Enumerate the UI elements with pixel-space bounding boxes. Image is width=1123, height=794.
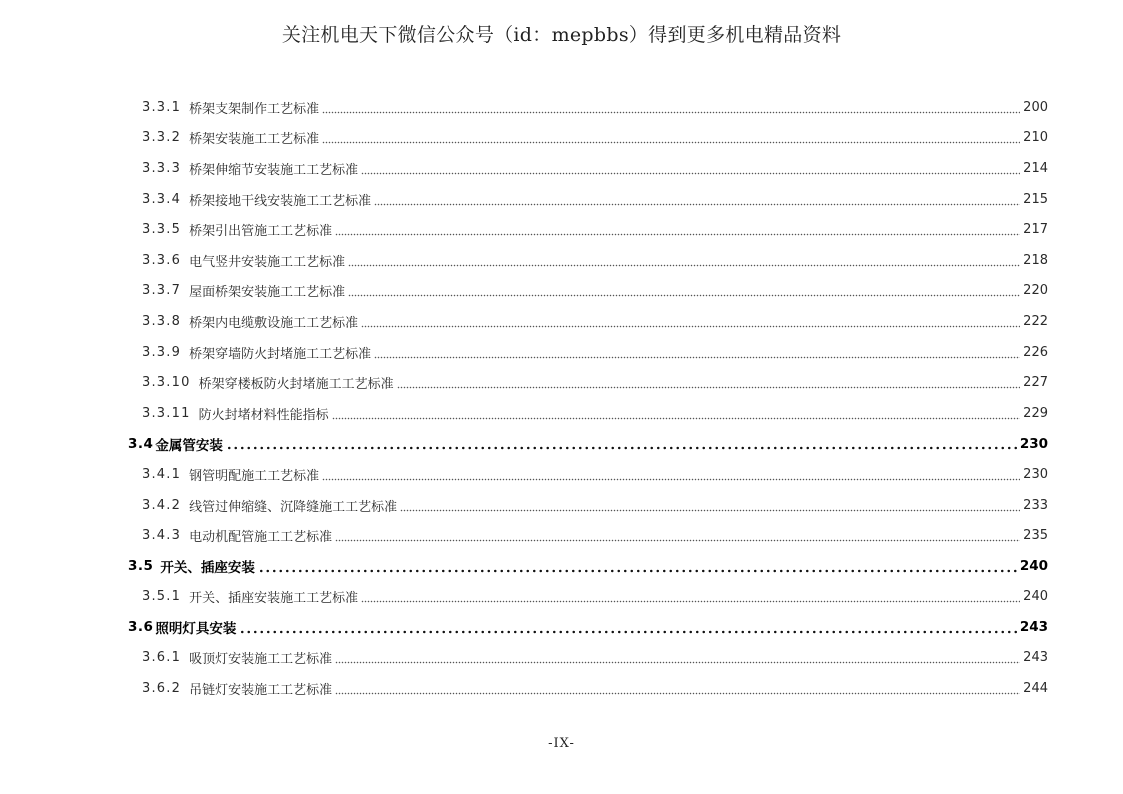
toc-entry-title: 桥架安装施工工艺标准: [189, 132, 320, 148]
dot-leader: [322, 132, 1020, 145]
dot-leader: [361, 591, 1020, 604]
toc-entry[interactable]: [128, 306, 1048, 337]
toc-entry-title: 电动机配管施工工艺标准: [189, 530, 333, 546]
toc-entry-number: 3.6.2: [142, 681, 182, 697]
page-number: -IX-: [548, 736, 575, 751]
toc-section-title: 金属管安装: [155, 437, 223, 454]
toc-section-number: 3.5: [128, 558, 154, 575]
dot-leader: [400, 500, 1020, 513]
toc-entry-number: 3.3.5: [142, 222, 182, 238]
toc-entry[interactable]: [128, 153, 1048, 184]
dot-leader: [348, 285, 1020, 298]
toc-section-number: 3.4: [128, 435, 154, 452]
toc-entry-page: 200: [1023, 99, 1048, 115]
dot-leader: [258, 561, 1017, 574]
toc-entry-page: 229: [1023, 405, 1048, 421]
toc-entry-page: 227: [1023, 375, 1048, 391]
toc-entry-title: 桥架穿楼板防火封堵施工工艺标准: [198, 377, 394, 393]
toc-entry-title: 桥架内电缆敷设施工工艺标准: [189, 315, 359, 331]
page-header: 关注机电天下微信公众号（id：mepbbs）得到更多机电精品资料: [281, 24, 842, 46]
toc-entry-number: 3.3.3: [142, 160, 182, 176]
toc-entry-title: 桥架支架制作工艺标准: [189, 101, 320, 117]
toc-entry-title: 线管过伸缩缝、沉降缝施工工艺标准: [189, 499, 398, 515]
toc-section[interactable]: [128, 429, 1048, 460]
toc-entry-number: 3.6.1: [142, 650, 182, 666]
toc-section[interactable]: [128, 612, 1048, 643]
toc-entry[interactable]: [128, 276, 1048, 307]
toc-section-page: 230: [1019, 435, 1048, 452]
toc-entry-page: 240: [1023, 589, 1048, 605]
toc-entry-page: 222: [1023, 313, 1048, 329]
toc-entry-page: 218: [1023, 252, 1048, 268]
toc-entry[interactable]: [128, 337, 1048, 368]
dot-leader: [335, 530, 1020, 543]
toc-entry-number: 3.4.3: [142, 528, 182, 544]
toc-entry[interactable]: [128, 520, 1048, 551]
dot-leader: [322, 469, 1020, 482]
toc-entry-page: 220: [1023, 283, 1048, 299]
toc-entry-number: 3.3.6: [142, 252, 182, 268]
toc-entry-title: 电气竖井安装施工工艺标准: [189, 254, 346, 270]
table-of-contents: [128, 92, 1048, 704]
toc-entry-number: 3.3.9: [142, 344, 182, 360]
dot-leader: [397, 377, 1021, 390]
toc-entry-title: 桥架穿墙防火封堵施工工艺标准: [189, 346, 372, 362]
toc-entry-number: 3.3.10: [142, 375, 191, 391]
toc-entry[interactable]: [128, 582, 1048, 613]
dot-leader: [335, 683, 1020, 696]
toc-entry-title: 桥架引出管施工工艺标准: [189, 224, 333, 240]
toc-entry[interactable]: [128, 184, 1048, 215]
toc-entry-page: 244: [1023, 681, 1048, 697]
dot-leader: [335, 652, 1020, 665]
toc-entry-page: 230: [1023, 466, 1048, 482]
toc-entry-title: 屋面桥架安装施工工艺标准: [189, 285, 346, 301]
toc-entry[interactable]: [128, 459, 1048, 490]
toc-entry[interactable]: [128, 92, 1048, 123]
toc-entry-title: 钢管明配施工工艺标准: [189, 468, 320, 484]
toc-entry-title: 吸顶灯安装施工工艺标准: [189, 652, 333, 668]
dot-leader: [239, 622, 1016, 635]
toc-section-title: 开关、插座安装: [160, 560, 255, 577]
toc-entry-title: 桥架接地干线安装施工工艺标准: [189, 193, 372, 209]
toc-entry-title: 桥架伸缩节安装施工工艺标准: [189, 162, 359, 178]
toc-entry-number: 3.3.4: [142, 191, 182, 207]
dot-leader: [332, 408, 1021, 421]
toc-entry[interactable]: [128, 398, 1048, 429]
toc-entry-title: 防火封堵材料性能指标: [198, 407, 329, 423]
dot-leader: [226, 438, 1017, 451]
toc-entry-page: 214: [1023, 160, 1048, 176]
toc-entry-number: 3.3.8: [142, 313, 182, 329]
toc-section[interactable]: [128, 551, 1048, 582]
dot-leader: [322, 102, 1020, 115]
toc-section-page: 243: [1019, 619, 1048, 636]
toc-entry[interactable]: [128, 673, 1048, 704]
toc-entry[interactable]: [128, 214, 1048, 245]
dot-leader: [348, 255, 1020, 268]
toc-entry-page: 243: [1023, 650, 1048, 666]
toc-entry[interactable]: [128, 367, 1048, 398]
toc-entry-number: 3.5.1: [142, 589, 182, 605]
toc-entry-number: 3.4.1: [142, 466, 182, 482]
toc-entry-number: 3.3.11: [142, 405, 191, 421]
dot-leader: [361, 316, 1020, 329]
toc-entry[interactable]: [128, 123, 1048, 154]
toc-entry-number: 3.3.2: [142, 130, 182, 146]
dot-leader: [361, 163, 1020, 176]
toc-entry-title: 吊链灯安装施工工艺标准: [189, 683, 333, 699]
toc-section-number: 3.6: [128, 619, 154, 636]
toc-entry-page: 217: [1023, 222, 1048, 238]
toc-entry-number: 3.3.1: [142, 99, 182, 115]
dot-leader: [335, 224, 1020, 237]
toc-entry-page: 233: [1023, 497, 1048, 513]
toc-entry-page: 215: [1023, 191, 1048, 207]
toc-section-title: 照明灯具安装: [155, 621, 237, 638]
toc-entry[interactable]: [128, 643, 1048, 674]
toc-entry-page: 235: [1023, 528, 1048, 544]
toc-entry-number: 3.4.2: [142, 497, 182, 513]
toc-entry-title: 开关、插座安装施工工艺标准: [189, 591, 359, 607]
toc-entry-number: 3.3.7: [142, 283, 182, 299]
toc-entry[interactable]: [128, 490, 1048, 521]
toc-entry[interactable]: [128, 245, 1048, 276]
toc-section-page: 240: [1019, 558, 1048, 575]
toc-entry-page: 226: [1023, 344, 1048, 360]
toc-entry-page: 210: [1023, 130, 1048, 146]
dot-leader: [374, 347, 1020, 360]
dot-leader: [374, 194, 1020, 207]
